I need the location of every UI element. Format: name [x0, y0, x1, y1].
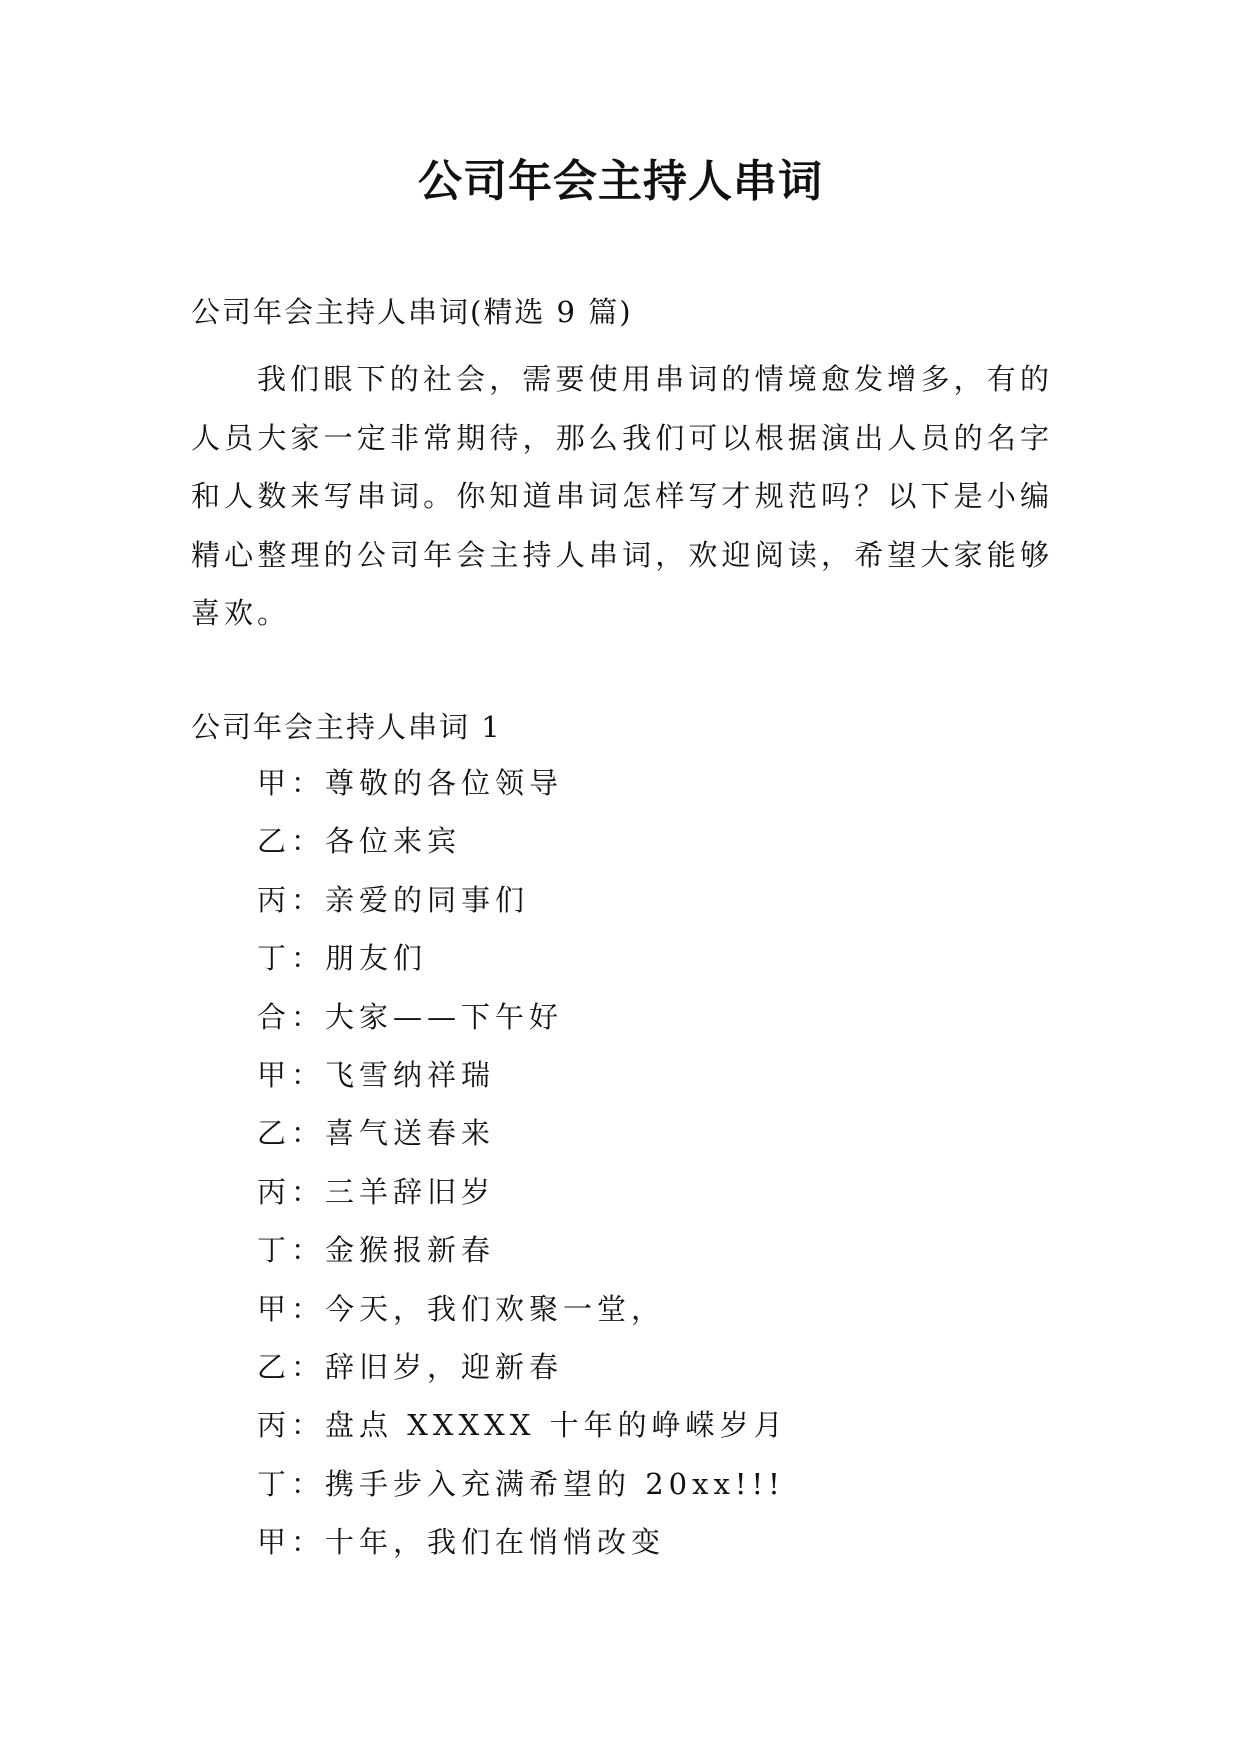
dialogue-line: 丁：金猴报新春	[257, 1233, 496, 1268]
dialogue-line: 丙：盘点 XXXXX 十年的峥嵘岁月	[257, 1408, 788, 1443]
section-heading: 公司年会主持人串词 1	[191, 710, 502, 744]
page-title: 公司年会主持人串词	[418, 156, 823, 207]
dialogue-list	[257, 754, 788, 1571]
dialogue-line: 甲：今天，我们欢聚一堂，	[257, 1291, 666, 1326]
dialogue-line: 合：大家——下午好	[257, 999, 564, 1034]
dialogue-line: 乙：各位来宾	[257, 824, 462, 859]
dialogue-line: 丙：三羊辞旧岁	[257, 1174, 496, 1209]
dialogue-line: 乙：喜气送春来	[257, 1116, 496, 1151]
dialogue-line: 丙：亲爱的同事们	[257, 882, 530, 917]
intro-paragraph: 我们眼下的社会，需要使用串词的情境愈发增多，有的人员大家一定非常期待，那么我们可以根据演出人员的名字和人数来写串词。你知道串词怎样写才规范吗？以下是小编精心整理的公司年会主持人串词，欢迎阅读，希望大家能够喜欢。	[191, 362, 1053, 630]
dialogue-line: 甲：飞雪纳祥瑞	[257, 1057, 496, 1092]
dialogue-line: 丁：携手步入充满希望的 20xx!!!	[257, 1466, 785, 1501]
dialogue-line: 乙：辞旧岁，迎新春	[257, 1349, 564, 1384]
dialogue-line: 甲：十年，我们在悄悄改变	[257, 1525, 666, 1560]
dialogue-line: 甲：尊敬的各位领导	[257, 766, 564, 800]
dialogue-line: 丁：朋友们	[257, 941, 428, 976]
document-subtitle: 公司年会主持人串词(精选 9 篇)	[191, 295, 633, 329]
